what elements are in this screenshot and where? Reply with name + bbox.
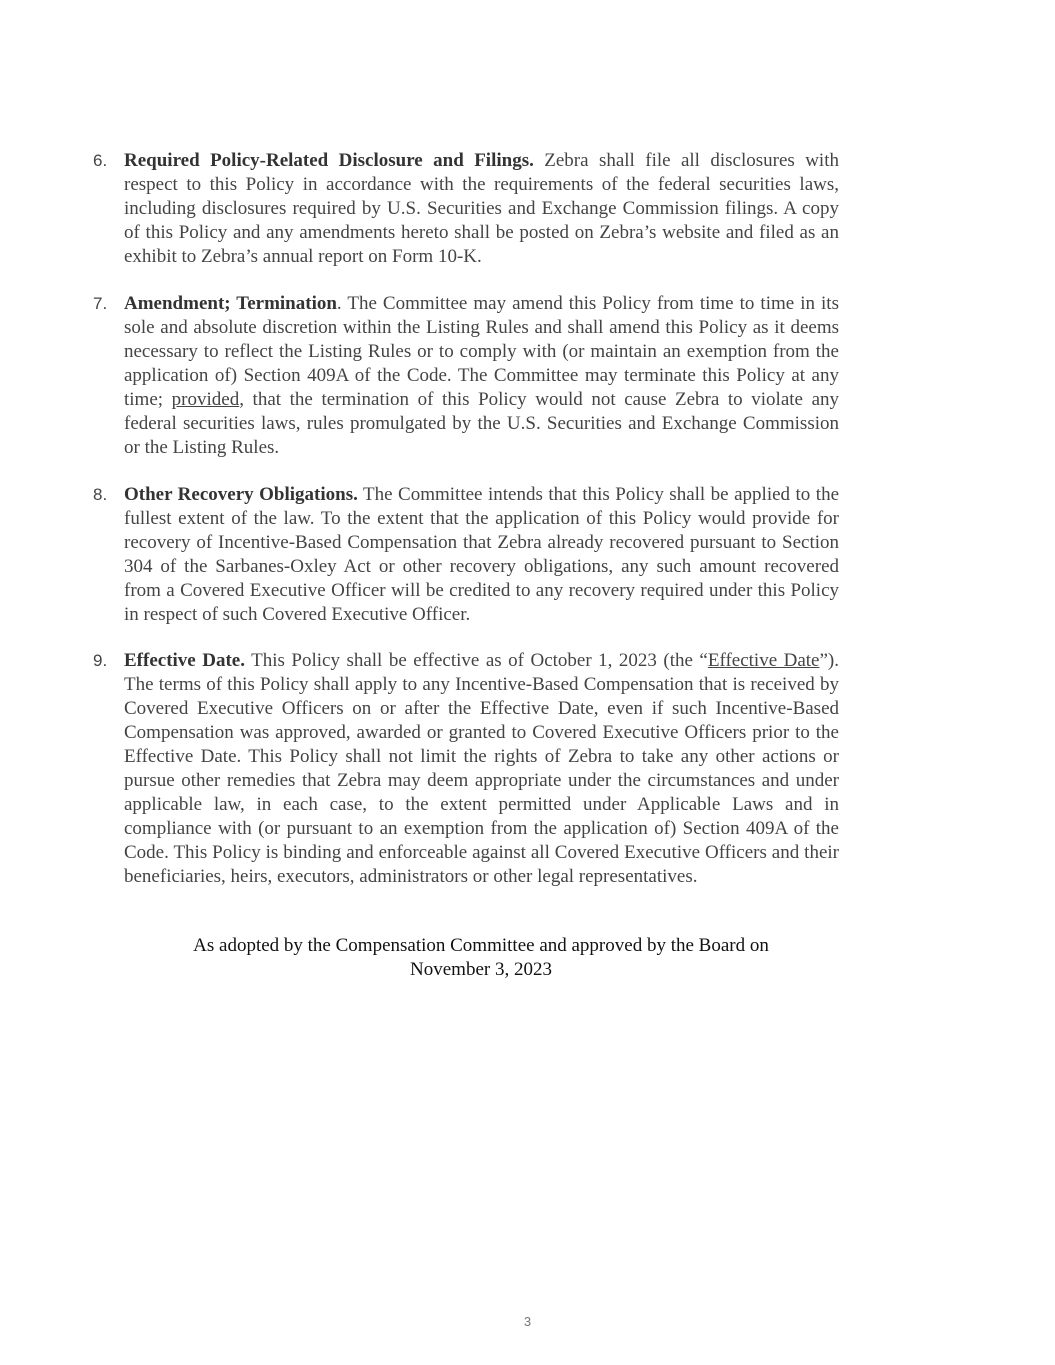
section-body: [124, 649, 839, 889]
section-6: [93, 149, 839, 269]
section-7: [93, 292, 839, 460]
section-heading: Other Recovery Obligations.: [124, 484, 358, 505]
adoption-line-1: As adopted by the Compensation Committee and approved by the Board on: [193, 935, 769, 956]
section-text: The Committee intends that this Policy shall be applied to the fullest extent of the law. To the extent that the application of this Policy would provide for recovery of Incentive-Based Compensation that Zebra already recovered pursuant to Section 304 of the Sarbanes-Oxley Act or other recovery obligations, any such amount recovered from a Covered Executive Officer will be credited to any recovery required under this Policy in respect of such Covered Executive Officer.: [124, 484, 839, 625]
adoption-statement: [124, 934, 838, 982]
section-heading: Amendment; Termination: [124, 293, 337, 314]
section-number: 6.: [93, 151, 108, 170]
section-text: Zebra shall file all disclosures with respect to this Policy in accordance with the requirements of the federal securities laws, including disclosures required by U.S. Securities and Exchange Commission filings. A copy of this Policy and any amendments hereto shall be posted on Zebra’s website and filed as an exhibit to Zebra’s annual report on Form 10-K.: [124, 150, 839, 267]
page-number: 3: [523, 1314, 532, 1329]
section-body: [124, 292, 839, 460]
section-8: [93, 483, 839, 627]
underlined-term: provided: [171, 389, 240, 410]
section-number: 7.: [93, 294, 108, 313]
section-number: 9.: [93, 651, 108, 670]
underlined-term: Effective Date: [707, 650, 820, 671]
section-text-before: . The Committee may amend this Policy from time to time in its sole and absolute discretion within the Listing Rules and shall amend this Policy as it deems necessary to reflect the Listing Rules or to comply with (or maintain an exemption from the application of) Section 409A of the Code. The Committee may terminate this Policy at any time;: [124, 293, 839, 410]
adoption-date: November 3, 2023: [410, 959, 552, 980]
section-text-before: This Policy shall be effective as of October 1, 2023 (the “: [244, 650, 708, 671]
section-heading: Effective Date.: [124, 650, 245, 671]
section-body: [124, 149, 839, 269]
section-text-after: ”). The terms of this Policy shall apply to any Incentive-Based Compensation that is received by Covered Executive Officers on or after the Effective Date, even if such Incentive-Based Compensation was approved, awarded or granted to Covered Executive Officers prior to the Effective Date. This Policy shall not limit the rights of Zebra to take any other actions or pursue other remedies that Zebra may deem appropriate under the circumstances and under applicable law, in each case, to the extent permitted under Applicable Laws and in compliance with (or pursuant to an exemption from the application of) Section 409A of the Code. This Policy is binding and enforceable against all Covered Executive Officers and their beneficiaries, heirs, executors, administrators or other legal representatives.: [124, 650, 840, 887]
section-9: [93, 649, 839, 889]
section-number: 8.: [93, 485, 108, 504]
section-text-after: , that the termination of this Policy would not cause Zebra to violate any federal securities laws, rules promulgated by the U.S. Securities and Exchange Commission or the Listing Rules.: [124, 389, 839, 458]
section-heading: Required Policy-Related Disclosure and Filings.: [124, 150, 534, 171]
section-body: [124, 483, 839, 627]
